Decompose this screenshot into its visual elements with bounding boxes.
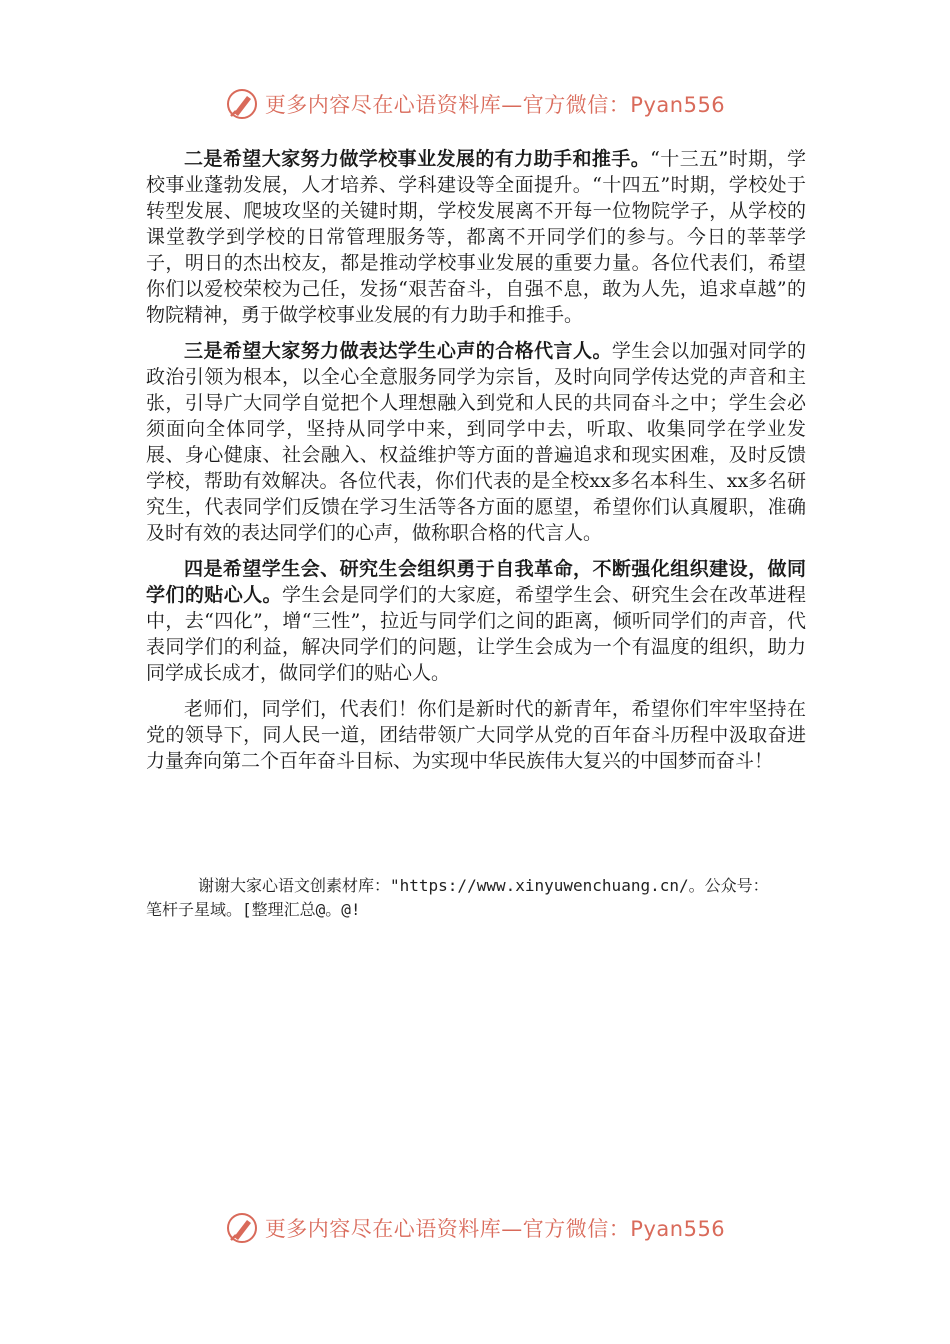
paragraph-text: “十三五”时期，学校事业蓬勃发展，人才培养、学科建设等全面提升。“十四五”时期，学校处于转型发展、爬坡攻坚的关键时期，学校发展离不开每一位物院学子，从学校的课堂教学到学校的日常管理服务等，都离不开同学们的参与。今日的莘莘学子，明日的杰出校友，都是推动学校事业发展的重要力量。各位代表们，希望你们以爱校荣校为己任，发扬“艰苦奋斗，自强不息，敢为人先，追求卓越”的物院精神，勇于做学校事业发展的有力助手和推手。 — [146, 148, 806, 326]
paragraph-heading: 四是希望学生会、研究生会组织勇于自我革命，不断强化组织建设，做同学们的贴心人。 — [146, 558, 806, 606]
document-body — [146, 146, 806, 784]
fountain-pen-icon — [225, 87, 259, 121]
paragraph — [146, 146, 806, 328]
header-banner — [0, 84, 950, 124]
footer-banner-text: 更多内容尽在心语资料库—官方微信：Pyan556 — [264, 1217, 726, 1241]
closing-note-line-1: 谢谢大家心语文创素材库："https://www.xinyuwenchuang.cn/。公众号： — [198, 876, 769, 895]
paragraph — [146, 338, 806, 546]
header-banner-text: 更多内容尽在心语资料库—官方微信：Pyan556 — [264, 93, 726, 117]
paragraph-text: 老师们，同学们，代表们！你们是新时代的新青年，希望你们牢牢坚持在党的领导下，同人民一道，团结带领广大同学从党的百年奋斗历程中汲取奋进力量奔向第二个百年奋斗目标、为实现中华民族伟大复兴的中国梦而奋斗！ — [146, 698, 806, 772]
paragraph-heading: 三是希望大家努力做表达学生心声的合格代言人。 — [184, 340, 612, 362]
fountain-pen-icon — [225, 1211, 259, 1245]
paragraph — [146, 696, 806, 774]
paragraph — [146, 556, 806, 686]
paragraph-text: 学生会是同学们的大家庭，希望学生会、研究生会在改革进程中，去“四化”，增“三性”，拉近与同学们之间的距离，倾听同学们的声音，代表同学们的利益，解决同学们的问题，让学生会成为一个有温度的组织，助力同学成长成才，做同学们的贴心人。 — [146, 584, 806, 684]
closing-note — [146, 874, 826, 922]
paragraph-heading: 二是希望大家努力做学校事业发展的有力助手和推手。 — [184, 148, 651, 170]
closing-note-line-2: 笔杆子星域。[整理汇总@。@! — [146, 900, 361, 919]
paragraph-text: 学生会以加强对同学的政治引领为根本，以全心全意服务同学为宗旨，及时向同学传达党的声音和主张，引导广大同学自觉把个人理想融入到党和人民的共同奋斗之中；学生会必须面向全体同学，坚持从同学中来，到同学中去，听取、收集同学在学业发展、身心健康、社会融入、权益维护等方面的普遍追求和现实困难，及时反馈学校，帮助有效解决。各位代表，你们代表的是全校xx多名本科生、xx多名研究生，代表同学们反馈在学习生活等各方面的愿望，希望你们认真履职，准确及时有效的表达同学们的心声，做称职合格的代言人。 — [146, 340, 806, 544]
footer-banner — [0, 1208, 950, 1248]
